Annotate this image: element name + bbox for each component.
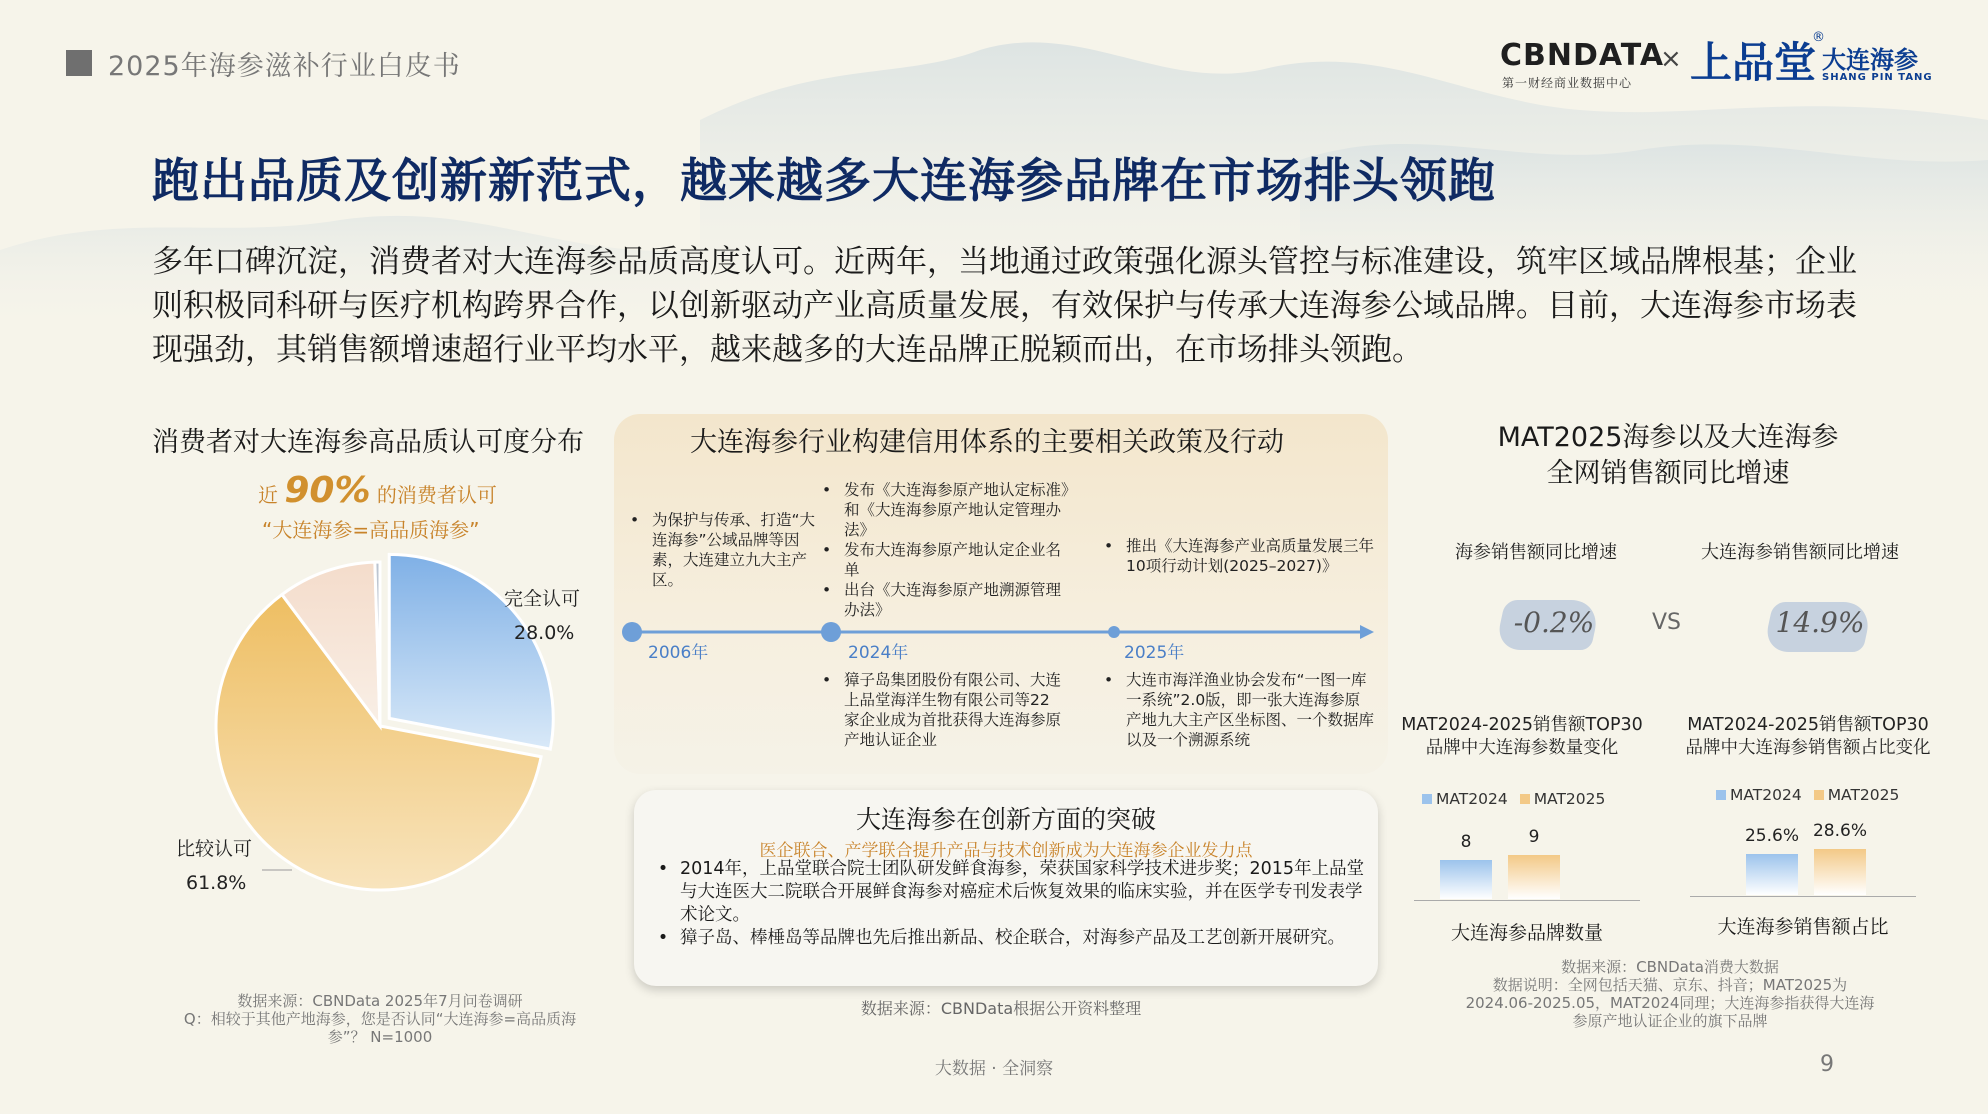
timeline-year-2006: 2006年 — [648, 643, 709, 663]
pie-label-partial: 比较认可 — [176, 838, 253, 860]
shangpintang-logo-en: SHANG PIN TANG — [1822, 72, 1933, 83]
innovation-list — [646, 858, 1366, 950]
timeline-node-2025 — [1108, 626, 1120, 638]
report-title: 2025年海参滋补行业白皮书 — [108, 51, 461, 82]
source-line: 2024.06-2025.05，MAT2024同理；大连海参指获得大连海 — [1465, 994, 1875, 1012]
innovation-subtitle: 医企联合、产学联合提升产品与技术创新成为大连海参企业发力点 — [759, 841, 1253, 861]
source-line: 数据来源：CBNData 2025年7月问卷调研 — [237, 992, 523, 1010]
policy-source-note: 数据来源：CBNData根据公开资料整理 — [860, 999, 1142, 1018]
title-line: 品牌中大连海参数量变化 — [1425, 738, 1619, 758]
timeline-2025-below: • 大连市海洋渔业协会发布“一图一库一系统”2.0版，即一张大连海参原产地九大主产区坐标图、一个数据库以及一个溯源系统 — [1104, 671, 1375, 749]
vs-label: VS — [1652, 610, 1682, 635]
bar-chart-share-axis — [1690, 896, 1916, 897]
title-line: MAT2024-2025销售额TOP30 — [1687, 715, 1929, 735]
source-line: 参原产地认证企业的旗下品牌 — [1572, 1012, 1768, 1030]
pie-value-full: 28.0% — [514, 622, 575, 644]
title-line: MAT2025海参以及大连海参 — [1497, 422, 1839, 453]
legend-label: MAT2024 — [1436, 790, 1508, 808]
metric-dalian-value: 14.9% — [1775, 606, 1865, 639]
growth-section-title — [1388, 420, 1948, 492]
source-line: Q：相较于其他产地海参，您是否认同“大连海参=高品质海 — [183, 1010, 577, 1028]
bar-value-label-mat2025: 9 — [1528, 827, 1540, 847]
timeline-year-2025: 2025年 — [1124, 643, 1185, 663]
title-line: 品牌中大连海参销售额占比变化 — [1685, 738, 1931, 758]
bar-mat2024 — [1746, 854, 1798, 895]
timeline-2025-above: • 推出《大连海参产业高质量发展三年10项行动计划(2025–2027)》 — [1104, 537, 1375, 575]
source-line: 参”？ N=1000 — [327, 1028, 433, 1046]
timeline-year-2024: 2024年 — [848, 643, 909, 663]
legend-swatch-mat2025 — [1814, 790, 1824, 800]
intro-paragraph: 多年口碑沉淀，消费者对大连海参品质高度认可。近两年，当地通过政策强化源头管控与标准建设，筑牢区域品牌根基；企业则积极同科研与医疗机构跨界合作，以创新驱动产业高质量发展，有效保护与传承大连海参公域品牌。目前，大连海参市场表现强劲，其销售额增速超行业平均水平，越来越多的大连品牌正脱颖而出，在市场排头领跑。 — [152, 244, 1857, 368]
bar-mat2025 — [1814, 849, 1866, 895]
legend-label: MAT2025 — [1533, 790, 1606, 808]
list-item: • 獐子岛、棒棰岛等品牌也先后推出新品、校企联合，对海参产品及工艺创新开展研究。 — [657, 928, 1345, 948]
innovation-title: 大连海参在创新方面的突破 — [855, 805, 1156, 834]
bar-value-label-mat2024: 25.6% — [1744, 825, 1799, 846]
source-line: 数据来源：CBNData消费大数据 — [1561, 958, 1779, 976]
source-line: 数据说明：全网包括天猫、京东、抖音；MAT2025为 — [1492, 976, 1848, 994]
list-item: • 2014年，上品堂联合院士团队研发鲜食海参，荣获国家科学技术进步奖；2015年上品堂与大连医大二院联合开展鲜食海参对癌症术后恢复效果的临床实验，并在医学专刊发表学术论文。 — [657, 859, 1365, 925]
shangpintang-logo: 上品堂 — [1690, 38, 1817, 87]
bar-value-label-mat2024: 8 — [1460, 831, 1472, 852]
logo-separator: × — [1660, 44, 1682, 74]
pie-value-partial: 61.8% — [186, 872, 247, 894]
pie-section-title: 消费者对大连海参高品质认可度分布 — [152, 427, 584, 458]
legend-swatch-mat2024 — [1716, 790, 1726, 800]
title-line: MAT2024-2025销售额TOP30 — [1401, 715, 1643, 735]
legend-count — [1422, 790, 1605, 808]
metric-dalian-label: 大连海参销售额同比增速 — [1701, 542, 1899, 563]
innovation-card — [634, 790, 1378, 986]
timeline-2024-above: • 发布《大连海参原产地认定标准》和《大连海参原产地认定管理办法》 • 发布大连海参原产地认定企业名单 • 出台《大连海参原产地溯源管理办法》 — [822, 481, 1069, 619]
cbndata-logo-subtitle: 第一财经商业数据中心 — [1502, 76, 1633, 90]
shangpintang-logo-cn: 大连海参 — [1822, 46, 1918, 74]
title-line: 全网销售额同比增速 — [1546, 458, 1790, 489]
legend-share — [1716, 786, 1899, 804]
policy-section-title: 大连海参行业构建信用体系的主要相关政策及行动 — [690, 427, 1284, 458]
page-number: 9 — [1820, 1052, 1834, 1077]
bar-chart-count-title — [1392, 714, 1652, 760]
timeline-2024-below: • 獐子岛集团股份有限公司、大连上品堂海洋生物有限公司等22家企业成为首批获得大连海参原产地认证企业 — [822, 671, 1062, 749]
page-title: 跑出品质及创新新范式，越来越多大连海参品牌在市场排头领跑 — [152, 154, 1496, 209]
highlight-suffix: 的消费者认可 — [376, 483, 497, 507]
bar-chart-count-category: 大连海参品牌数量 — [1450, 922, 1603, 944]
pie-label-full: 完全认可 — [504, 588, 581, 610]
registered-mark: ® — [1812, 30, 1825, 45]
legend-swatch-mat2024 — [1422, 794, 1432, 804]
legend-label: MAT2025 — [1827, 786, 1900, 804]
timeline-arrow-icon — [1360, 625, 1374, 639]
timeline-2006-above: • 为保护与传承、打造“大连海参”公域品牌等因素，大连建立九大主产区。 — [630, 511, 816, 589]
growth-source-note — [1420, 958, 1920, 1030]
cbndata-logo: CBNDATA — [1500, 38, 1665, 73]
bar-chart-share-title — [1672, 714, 1944, 760]
bar-mat2024 — [1440, 860, 1492, 899]
timeline-node-2024 — [821, 622, 841, 642]
footer-tagline: 大数据 · 全洞察 — [934, 1059, 1054, 1079]
highlight-quote: “大连海参=高品质海参” — [262, 518, 480, 542]
timeline-node-2006 — [622, 622, 642, 642]
highlight-percentage: 90% — [284, 470, 371, 511]
legend-label: MAT2024 — [1730, 786, 1802, 804]
metric-industry-value: -0.2% — [1513, 606, 1595, 639]
bar-value-label-mat2025: 28.6% — [1812, 821, 1867, 841]
metric-industry-label: 海参销售额同比增速 — [1455, 542, 1617, 563]
bar-mat2025 — [1508, 855, 1560, 899]
bar-chart-share-category: 大连海参销售额占比 — [1717, 916, 1889, 938]
bar-chart-count-axis — [1414, 900, 1640, 901]
highlight-prefix: 近 — [258, 483, 278, 507]
legend-swatch-mat2025 — [1520, 794, 1530, 804]
